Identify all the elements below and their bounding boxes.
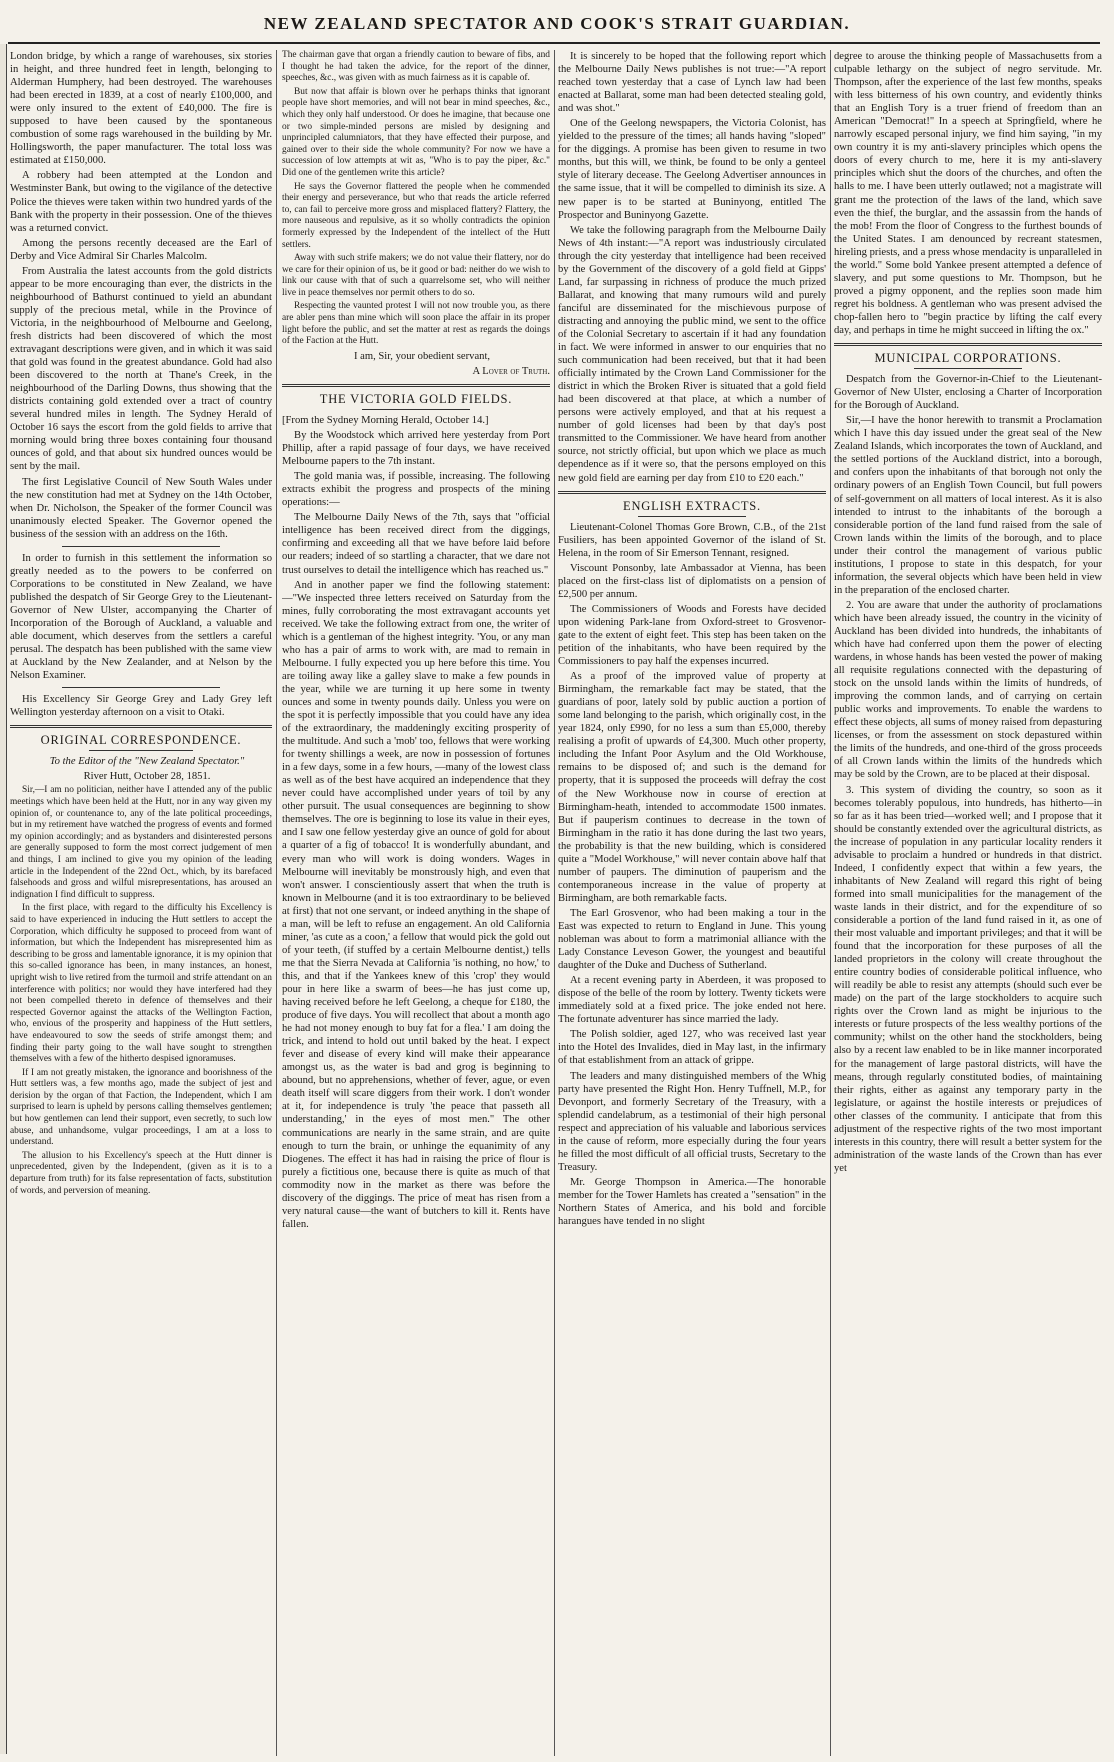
section-divider bbox=[62, 546, 219, 547]
article-paragraph: From Australia the latest accounts from the gold districts appear to be more encouraging than ever, the districts in the neighbourhood of Bathurst continued to yield an abundant supply of the precious metal, while in the Province of Victoria, in the neighbourhood of Melbourne and Geelong, fresh districts had been discovered of which the most extravagant descriptions were given, and in which it was said that gold was found in the greatest abundance. Gold had also been discovered to the north at Thane's Creek, in the neighbourhood of the Darling Downs, thus showing that the districts containing gold extended over a tract of country several hundred miles in length. The Sydney Herald of October 16 says the escort from the gold fields to arrive that morning would bring three boxes containing four thousand ounces of gold, and that about six hundred ounces would be sent by the mail. bbox=[10, 265, 272, 473]
article-paragraph: The Earl Grosvenor, who had been making a tour in the East was expected to return to England in June. This young nobleman was about to form a matrimonial alliance with the Lady Constance Leveson Gower, the youngest and beautiful daughter of the Duke and Duchess of Sutherland. bbox=[558, 907, 826, 972]
section-heading-municipal-corporations: MUNICIPAL CORPORATIONS. bbox=[834, 352, 1102, 369]
section-heading-victoria-gold-fields: THE VICTORIA GOLD FIELDS. bbox=[282, 393, 550, 410]
column-3 bbox=[558, 50, 826, 1756]
letter-paragraph: If I am not greatly mistaken, the ignorance and boorishness of the Hutt settlers was, a few months ago, made the subject of jest and derision by the organ of that Faction, the Independent, which I am surprised to learn is upheld by persons calling themselves gentlemen; but how gentlemen can lend their support, even secretly, to such low abuse, and unhandsome, vulgar proceedings, I am at a loss to understand. bbox=[10, 1067, 272, 1148]
column-1 bbox=[10, 50, 272, 1756]
article-paragraph: Viscount Ponsonby, late Ambassador at Vienna, has been placed on the first-class list of diplomatists on a pension of £2,500 per annum. bbox=[558, 562, 826, 600]
column-rule bbox=[276, 50, 277, 1756]
article-paragraph: At a recent evening party in Aberdeen, it was proposed to dispose of the belle of the room by lottery. Twenty tickets were immediately sold at a fixed price. The joke ended not here. The fortunate adventurer has since married the lady. bbox=[558, 975, 826, 1026]
article-paragraph: The first Legislative Council of New South Wales under the new constitution had met at Sydney on the 14th October, when Dr. Nicholson, the Speaker of the former Council was unanimously elected Speaker. The Governor opened the business of the session with an address on the 16th. bbox=[10, 476, 272, 540]
letter-paragraph: He says the Governor flattered the people when he commended their energy and perseverance, but who that reads the article referred to, can fail to perceive more gross and misplaced flattery? Flattery, the more nauseous and repulsive, as it so wholly contradicts the opinion formerly expressed by the Independent of the intellect of the Hutt settlers. bbox=[282, 181, 550, 250]
letter-paragraph: The allusion to his Excellency's speech at the Hutt dinner is unprecedented, given by the Independent, (given as it is to a departure from truth) for its false representation of facts, substitution of words, and perversion of meaning. bbox=[10, 1150, 272, 1196]
article-paragraph: Sir,—I have the honor herewith to transmit a Proclamation which I have this day issued under the great seal of the New Zealand Islands, which incorporates the town of Auckland, and the settled portions of the Auckland district, into a borough, and confers upon the inhabitants of that borough not only the ordinary powers of an English Town Council, but full powers of self-government on all matters of local interest. As it is also intended to intrust to the inhabitants of the borough a considerable portion of the land fund raised from the sale of Crown lands within the limits of the borough, and to place under their control the management of various public institutions, I propose to state in this despatch, for your information, the several objects which have been held in view in the preparation of the enclosed charter. bbox=[834, 415, 1102, 596]
section-divider bbox=[62, 687, 219, 688]
article-paragraph: The Commissioners of Woods and Forests have decided upon widening Park-lane from Oxford-street to Grosvenor-gate to the extent of eight feet. This step has been taken on the petition of the inhabitants, who have been required by the Commissioners to pay half the expenses incurred. bbox=[558, 603, 826, 668]
letter-paragraph: Respecting the vaunted protest I will not now trouble you, as there are abler pens than mine which will soon place the affair in its proper light before the public, and set the matter at rest as regards the doings of the Faction at the Hutt. bbox=[282, 301, 550, 347]
article-paragraph: Mr. George Thompson in America.—The honorable member for the Tower Hamlets has created a "sensation" in the Northern States of America, and his bold and forcible harangues have tended in no slight bbox=[558, 1176, 826, 1228]
section-divider bbox=[282, 384, 550, 387]
article-paragraph: 2. You are aware that under the authority of proclamations which have been already issued, the country in the vicinity of Auckland has been divided into hundreds, the inhabitants of which have had conferred upon them the power of electing wardens, in whose hands has been vested the power of making all requisite regulations connected with the depasturing of stock on the unsold lands within the limits of hundreds, of improving the common lands, and of carrying on certain public works and improvements. To enable the wardens to effect these objects, all sums of money raised from depasturing licenses, or from the assessment on stock depastured within the limits of the hundreds, and one-third of the gross proceeds of all Crown lands within the limits of the hundreds which may be sold by the Crown, are to be placed at their disposal. bbox=[834, 599, 1102, 781]
article-paragraph: Among the persons recently deceased are the Earl of Derby and Vice Admiral Sir Charles Malcolm. bbox=[10, 237, 272, 262]
article-paragraph: 3. This system of dividing the country, so soon as it becomes tolerably populous, into hundreds, has hitherto—in so far as it has been tried—worked well; and I propose that it should be constantly extended over the agricultural districts, as the increase of population in any particular locality renders it advisable to proclaim a hundred or hundreds in that district. Indeed, I confidently expect that within a few years, the inhabitants of New Zealand will regard this right of being formed into small municipalities for the management of the waste lands in their district, and for the expenditure of so considerable a portion of the land fund raised in it, as one of their most valuable and important privileges; and that it will be found that the incorporation for these purposes of all the landed proprietors in the colony will create throughout the entire country bodies of considerable political influence, who will readily be able to resist any attempts (should such ever be made) on the part of the large stockholders to acquire such rights over the Crown land as might be injurious to the interests or future prospects of the less wealthy portions of the community; whilst on the other hand the stockholders, being also by a recent law enabled to be in like manner incorporated for the management of large pastoral districts, will have the means, through regularly constituted bodies, of maintaining their rights, either as against any temporary party in the legislature, or against the hostile interests or prejudices of other classes of the community. I anticipate that from this adjustment of the respective rights of the two most important interests in this country, there will result a better system for the administration of the waste lands of the Crown than has ever yet bbox=[834, 784, 1102, 1174]
article-paragraph: The leaders and many distinguished members of the Whig party have presented the Right Hon. Henry Tuffnell, M.P., for Devonport, and formerly Secretary of the Treasury, with a splendid candelabrum, as a testimonial of their high personal respect and appreciation of his valuable and laborious services in the cause of reform, more especially during the four years he filled the most difficult of all official trusts, Secretary to the Treasury. bbox=[558, 1070, 826, 1173]
column-2 bbox=[282, 50, 550, 1756]
section-heading-english-extracts: ENGLISH EXTRACTS. bbox=[558, 500, 826, 517]
article-paragraph: The Melbourne Daily News of the 7th, says that "official intelligence has been received direct from the diggings, confirming and exceeding all that we have before laid before our readers; indeed of so startling a character, that we dare not trust ourselves to detail the intelligence which has reached us." bbox=[282, 512, 550, 576]
letter-paragraph: But now that affair is blown over he perhaps thinks that ignorant people have short memories, and will not bear in mind speeches, &c., which they only half understood. Or does he imagine, that because one or two simple-minded persons are misled by designing and unprincipled calumniators, that they have effected their purpose, and gained over to their side the whole community? For now we have a succession of low attempts at wit as, "Who is to pay the piper, &c." Did one of the gentlemen write this article? bbox=[282, 86, 550, 178]
article-paragraph: The gold mania was, if possible, increasing. The following extracts exhibit the progress and prospects of the mining operations:— bbox=[282, 471, 550, 509]
article-paragraph: Lieutenant-Colonel Thomas Gore Brown, C.B., of the 21st Fusiliers, has been appointed Governor of the island of St. Helena, in the room of Sir Emerson Tennant, resigned. bbox=[558, 521, 826, 559]
article-paragraph: One of the Geelong newspapers, the Victoria Colonist, has yielded to the pressure of the times; all hands having "sloped" for the diggings. A promise has been given to resume in two months, but this will, we think, be found to be only a genteel style of literary decease. The Geelong Advertiser announces in the same issue, that it will be compelled to diminish its size. A new paper is to be started at Buninyong, entitled The Prospector and Buninyong Gazette. bbox=[558, 118, 826, 221]
page-columns bbox=[10, 50, 1102, 1756]
letter-paragraph: The chairman gave that organ a friendly caution to beware of fibs, and I thought he had taken the advice, for the report of the dinner, speeches, &c., was given with as much fairness as it is capable of. bbox=[282, 50, 550, 84]
section-divider bbox=[558, 491, 826, 494]
despatch-intro: Despatch from the Governor-in-Chief to the Lieutenant-Governor of New Ulster, enclosing a Charter of Incorporation for the Borough of Auckland. bbox=[834, 374, 1102, 412]
binding-margin bbox=[0, 44, 7, 1754]
letter-signature: A Lover of Truth. bbox=[472, 365, 550, 377]
letter-paragraph: Away with such strife makers; we do not value their flattery, nor do we care for their opinion of us, be it good or bad: neither do we wish to link our cause with that of such a quarrelsome set, who will neither live in peace themselves nor permit others to do so. bbox=[282, 253, 550, 298]
column-rule bbox=[830, 50, 831, 1756]
article-paragraph: It is sincerely to be hoped that the following report which the Melbourne Daily News publishes is not true:—"A report reached town yesterday that a case of Lynch law had been enacted at Ballarat, some man had been detected stealing gold, and was shot." bbox=[558, 51, 826, 115]
article-paragraph: As a proof of the improved value of property at Birmingham, the remarkable fact may be stated, that the guardians of poor, lately sold by public auction a portion of some land belonging to the parish, which originally cost, in the year 1824, only £990, for no less a sum than £5,000, thereby realising a profit of upwards of £4,300. Much other property, including the Infant Poor Asylum and the Old Workhouse, remains to be disposed of; and such is the demand for property, that it is supposed the proceeds will defray the cost of the New Workhouse now in course of erection at Birmingham-heath, intended to accommodate 1500 inmates. But if pauperism continues to decrease in the town of Birmingham in the ratio it has done during the last two years, the probability is that the new building, which is considered quite a "Model Workhouse," will never contain above half that number of paupers. The diminution of pauperism and the contemporaneous increase in the value of property at Birmingham, are both remarkable facts. bbox=[558, 671, 826, 904]
letter-dateline: River Hutt, October 28, 1851. bbox=[83, 771, 211, 783]
article-paragraph: degree to arouse the thinking people of Massachusetts from a culpable lethargy on the subject of negro servitude. Mr. Thompson, after the experience of the last few months, speaks with less bitterness of his own country, and evidently thinks that an English Tory is a truer friend of freedom than an American "Democrat!" In a speech at Springfield, where he narrowly escaped personal injury, we find him saying, "in my own country it is my anti-slavery principles which opens the doors of every church to me, here it is my anti-slavery principles which shut the doors of the churches, and often the halls to me. I have been utterly outlawed; not a magistrate will grant me the protection of the laws of the land, which save even the thief, the burglar, and the assassin from the hands of the mob! From the floor of Congress to the furthest bounds of the United States. I am denounced by recreant statesmen, hireling priests, and a press whose mendacity is unparalleled in the world." Some bold Yankee present attempted a defence of slavery, and put some questions to Mr. Thompson, but he proved a pigmy opponent, and the replies soon made him regret his boldness. A gentleman who was present advised the chop-fallen hero to "begin practice by lifting the calf every day, and perhaps in time he might succeed in lifting the ox." bbox=[834, 51, 1102, 336]
letter-signoff: I am, Sir, your obedient servant, bbox=[353, 350, 491, 362]
column-rule bbox=[554, 50, 555, 1756]
masthead-title: NEW ZEALAND SPECTATOR AND COOK'S STRAIT GUARDIAN. bbox=[263, 14, 851, 33]
column-4 bbox=[834, 50, 1102, 1756]
letter-address: To the Editor of the "New Zealand Spectator." bbox=[49, 756, 245, 768]
article-paragraph: The Polish soldier, aged 127, who was received last year into the Hotel des Invalides, died in May last, in the infirmary of that establishment from an attack of grippe. bbox=[558, 1029, 826, 1067]
article-paragraph: A robbery had been attempted at the London and Westminster Bank, but owing to the vigilance of the detective Police the thieves were taken within two hundred yards of the Bank with the property in their possession. One of the thieves was a returned convict. bbox=[10, 170, 272, 234]
article-paragraph: We take the following paragraph from the Melbourne Daily News of 4th instant:—"A report was industriously circulated through the city yesterday that intelligence had been received by the Government of the discovery of a gold field at Gipps' Land, far surpassing in richness of produce the much prized Ballarat, and knowing that many rumours wild and purely fanciful are disseminated for the mischievous purpose of distracting and annoying the public mind, we sent to the office of the Colonial Secretary to ascertain if it had any foundation in fact. We were informed in answer to our enquiries that no such communication had been received, but that it had been officially intimated by the Crown Land Commissioner for the district in which the Broken River is situated that a gold field had been discovered at that place, at which a number of persons were actively employed, and that at his request a number of gold licenses had been by that day's post transmitted to the Commissioner. We have heard from another source, not strictly official, but upon which we place as much dependence as if it were so, that the persons employed on this new gold field are earning per day from £10 to £20 each." bbox=[558, 224, 826, 484]
section-divider bbox=[10, 725, 272, 728]
letter-paragraph: Sir,—I am no politician, neither have I attended any of the public meetings which have been held at the Hutt, nor in any way given my opinion of, or countenance to, any of the late political proceedings, but in my retirement have watched the progress of events and formed my opinion accordingly; and as bystanders and disinterested persons are generally supposed to form the most correct judgement of men and things, I am inclined to give you my opinion of the leading article in the Independent of the 22nd Oct., which, by its barefaced falsehoods and gross and wilful misrepresentations, has aroused an indignation I find difficult to suppress. bbox=[10, 785, 272, 900]
article-paragraph: His Excellency Sir George Grey and Lady Grey left Wellington yesterday afternoon on a visit to Otaki. bbox=[10, 694, 272, 719]
article-paragraph: And in another paper we find the following statement:—"We inspected three letters received on Saturday from the mines, fully corroborating the most extravagant accounts yet received. We take the following extract from one, the writer of which is a gentleman of the highest integrity. 'You, or any man who has a pair of arms to work with, are mad to remain in Melbourne. I fully expected you up here before this time. You are toiling away like a galley slave to make a few pounds in the year, while we are turning it up here some in twenty ounces and some in twenty pounds daily. Unless you were on the spot it is perfectly impossible that you could have any idea of the extraordinary, the maddeningly exciting prosperity of the multitude. And such a 'mob' too, fellows that were working for twenty shillings a week, are now in possession of fortunes in a few days, some in a few hours, —many of the lowest class as well as of the best have acquired an independence that they never could have accomplished under years of toil by any other pursuit. The usual consequences are beginning to show themselves. The ore is beginning to lose its value in their eyes, and I saw one fellow yesterday give an ounce of gold for about a quarter of a fig of tobacco! It is wonderfully abundant, and every man who will work is doing wonders. Wages in Melbourne will inevitably be monstrously high, and even that won't answer. I conscientiously assert that when the truth is known in Melbourne (and it is too extraordinary to be believed at first) that not one servant, or indeed anything in the shape of a man, will be left to refuse an engagement. An old California miner, 'as cute as a coon,' a fellow that would pick the gold out of your teeth, (if stuffed by a certain Melbourne dentist,) tells me that the Sierra Nevada at California 'is nothing, no how,' to this, and that if the Yankees knew of this 'crop' they would pour in here like a swarm of bees—he has just come up, having received before he left Geelong, a cheque for £180, the produce of five days. You will recollect that about a month ago he had not money enough to buy fat for a flea.' I am doing the trick, and intend to hold out until baked by the heat. I expect fever and disease of every kind will make their appearance amongst us, as the water is bad and grog is beginning to abound, but no apprehensions, whether of fever, ague, or even death itself will scare diggers from their work. I don't wonder at it, for independence is truly 'the peace that passeth all understanding,' in the eyes of most men." The other communications are nearly in the same strain, and are quite enough to turn the brain, or unhinge the equanimity of any Diogenes. The effect it has had in raising the price of flour is purely a fictitious one, because there is quite as much of that commodity now in the market as there was before the discovery of the diggings. The price of meat has risen from a very natural cause—the want of butchers to kill it. Rents have fallen. bbox=[282, 579, 550, 1230]
masthead-rule bbox=[8, 42, 1100, 44]
article-source: [From the Sydney Morning Herald, October 14.] bbox=[282, 414, 489, 426]
article-paragraph: By the Woodstock which arrived here yesterday from Port Phillip, after a rapid passage of four days, we have received Melbourne papers to the 7th instant. bbox=[282, 430, 550, 468]
section-heading-original-correspondence: ORIGINAL CORRESPONDENCE. bbox=[10, 734, 272, 751]
article-paragraph: London bridge, by which a range of warehouses, six stories in height, and three hundred feet in length, belonging to Alderman Humphery, had been destroyed. The warehouses had been erected in 1839, at a cost of nearly £100,000, and were only insured to the extent of £40,000. The fire is supposed to have been caused by the spontaneous combustion of some rags warehoused in the building by Mr. Hollingsworth, the paper manufacturer. The total loss was estimated at £150,000. bbox=[10, 51, 272, 167]
letter-paragraph: In the first place, with regard to the difficulty his Excellency is said to have experienced in inducing the Hutt settlers to accept the Corporation, which difficulty he supposed to proceed from want of information, but which the Independent has misrepresented him as describing to be gross and lamentable ignorance, it is my opinion that this so-called ignorance has been, in many instances, an honest, upright wish to live retired from the turmoil and strife attendant on an interference with politics; nor would they have interfered had they not been compelled thereto in defence of themselves and their respected Governor against the attacks of the Wellington Faction, who, envious of the prosperity and happiness of the Hutt settlers, have endeavoured to sow the seeds of strife amongst them; and finding their party going to the wall have sought to strengthen themselves with a few of the hitherto despised ignoramuses. bbox=[10, 903, 272, 1065]
section-divider bbox=[834, 343, 1102, 346]
article-paragraph: In order to furnish in this settlement the information so greatly needed as to the powers to be conferred on Corporations to be constituted in New Zealand, we have published the despatch of Sir George Grey to the Lieutenant-Governor of New Ulster, accompanying the Charter of Incorporation of the Borough of Auckland, a valuable and able document, which deserves from the settlers a careful perusal. The despatch has been published with the same view at Auckland by the New Zealander, and at Nelson by the Nelson Examiner. bbox=[10, 552, 272, 682]
